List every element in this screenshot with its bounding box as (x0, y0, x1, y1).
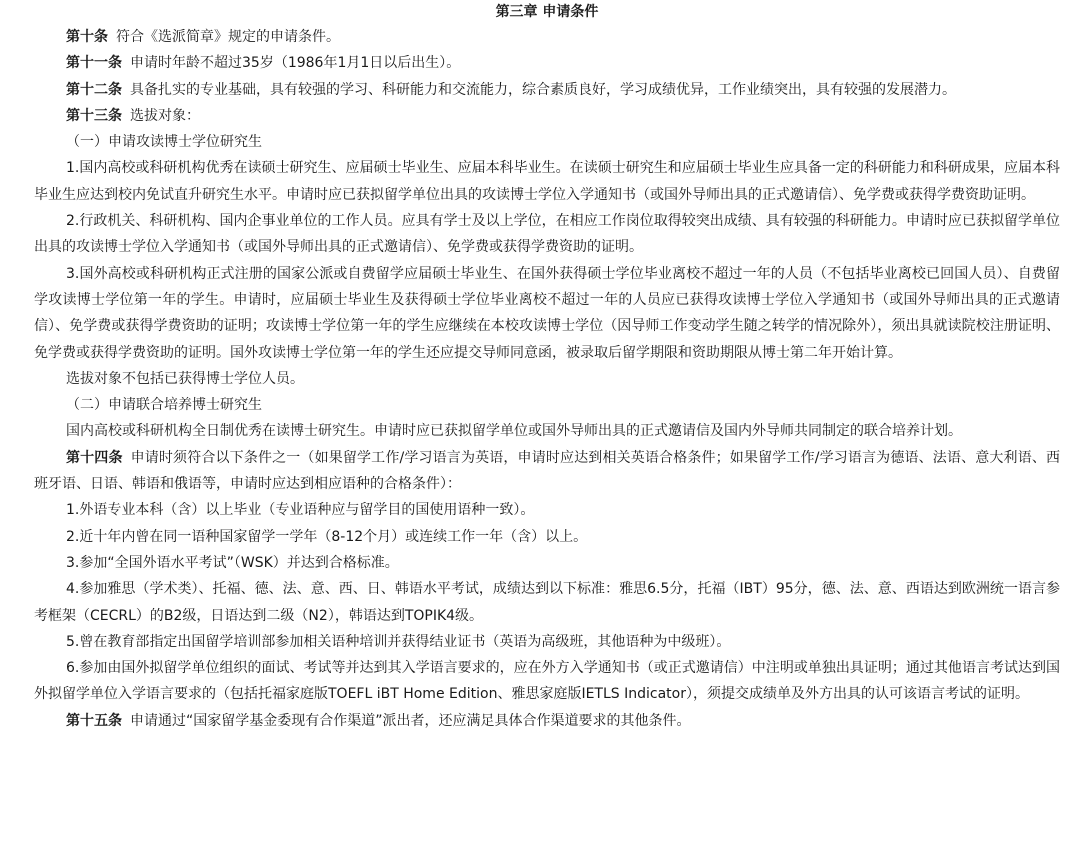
language-item-3: 3.参加“全国外语水平考试”（WSK）并达到合格标准。 (66, 554, 399, 571)
section-2-text: 国内高校或科研机构全日制优秀在读博士研究生。申请时应已获拟留学单位或国外导师出具的正式邀请信及国内外导师共同制定的联合培养计划。 (66, 423, 962, 440)
article-text: 申请通过“国家留学基金委现有合作渠道”派出者，还应满足具体合作渠道要求的其他条件。 (130, 712, 691, 729)
chapter-title: 第三章 申请条件 (495, 4, 599, 20)
language-item-4: 4.参加雅思（学术类）、托福、德、法、意、西、日、韩语水平考试，成绩达到以下标准：雅思6.5分，托福（IBT）95分，德、法、意、西语达到欧洲统一语言参考框架（CECRL）的B2级，日语达到二级（N2），韩语达到TOPIK4级。 (34, 581, 1060, 624)
language-item-6: 6.参加由国外拟留学单位组织的面试、考试等并达到其入学语言要求的，应在外方入学通知书（或正式邀请信）中注明或单独出具证明；通过其他语言考试达到国外拟留学单位入学语言要求的（包括托福家庭版TOEFL iBT Home Edition、雅思家庭版IETLS Indicator），须提交成绩单及外方出具的认可该语言考试的证明。 (34, 660, 1060, 703)
article-text: 具备扎实的专业基础，具有较强的学习、科研能力和交流能力，综合素质良好，学习成绩优异，工作业绩突出，具有较强的发展潜力。 (130, 81, 956, 98)
section-2-heading: （二）申请联合培养博士研究生 (66, 397, 262, 414)
article-text: 申请时年龄不超过35岁（1986年1月1日以后出生）。 (130, 55, 461, 72)
section-1-heading: （一）申请攻读博士学位研究生 (66, 134, 262, 151)
section-1-item-2: 2.行政机关、科研机构、国内企事业单位的工作人员。应具有学士及以上学位，在相应工作岗位取得较突出成绩、具有较强的科研能力。申请时应已获拟留学单位出具的攻读博士学位入学通知书（或国外导师出具的正式邀请信）、免学费或获得学费资助的证明。 (34, 213, 1060, 256)
article-label: 第十四条 (66, 449, 123, 466)
article-label: 第十一条 (66, 55, 122, 72)
article-text: 符合《选派简章》规定的申请条件。 (116, 29, 340, 45)
section-1-item-3: 3.国外高校或科研机构正式注册的国家公派或自费留学应届硕士毕业生、在国外获得硕士学位毕业离校不超过一年的人员（不包括毕业离校已回国人员）、自费留学攻读博士学位第一年的学生。申请时，应届硕士毕业生及获得硕士学位毕业离校不超过一年的人员应已获得攻读博士学位入学通知书（或国外导师出具的正式邀请信）、免学费或获得学费资助的证明；攻读博士学位第一年的学生应继续在本校攻读博士学位（因导师工作变动学生随之转学的情况除外），须出具就读院校注册证明、免学费或获得学费资助的证明。国外攻读博士学位第一年的学生还应提交导师同意函，被录取后留学期限和资助期限从博士第二年开始计算。 (34, 265, 1060, 361)
article-label: 第十二条 (66, 81, 122, 98)
language-item-5: 5.曾在教育部指定出国留学培训部参加相关语种培训并获得结业证书（英语为高级班，其他语种为中级班）。 (66, 633, 731, 650)
article-label: 第十条 (66, 29, 108, 45)
article-14 (34, 445, 1060, 498)
article-10 (34, 24, 1060, 50)
article-text: 申请时须符合以下条件之一（如果留学工作/学习语言为英语，申请时应达到相关英语合格条件；如果留学工作/学习语言为德语、法语、意大利语、西班牙语、日语、韩语和俄语等，申请时应达到相应语种的合格条件）： (34, 449, 1060, 493)
article-text: 选拔对象： (130, 107, 200, 124)
article-15 (34, 708, 1060, 734)
article-13 (34, 103, 1060, 129)
section-1-item-1: 1.国内高校或科研机构优秀在读硕士研究生、应届硕士毕业生、应届本科毕业生。在读硕士研究生和应届硕士毕业生应具备一定的科研能力和科研成果，应届本科毕业生应达到校内免试直升研究生水平。申请时应已获拟留学单位出具的攻读博士学位入学通知书（或国外导师出具的正式邀请信）、免学费或获得学费资助证明。 (34, 160, 1060, 203)
section-1-note: 选拔对象不包括已获得博士学位人员。 (66, 370, 304, 387)
article-label: 第十三条 (66, 107, 122, 124)
language-item-1: 1.外语专业本科（含）以上毕业（专业语种应与留学目的国使用语种一致）。 (66, 502, 535, 519)
language-item-2: 2.近十年内曾在同一语种国家留学一学年（8-12个月）或连续工作一年（含）以上。 (66, 528, 588, 545)
article-11 (34, 50, 1060, 76)
article-12 (34, 77, 1060, 103)
article-label: 第十五条 (66, 712, 122, 729)
